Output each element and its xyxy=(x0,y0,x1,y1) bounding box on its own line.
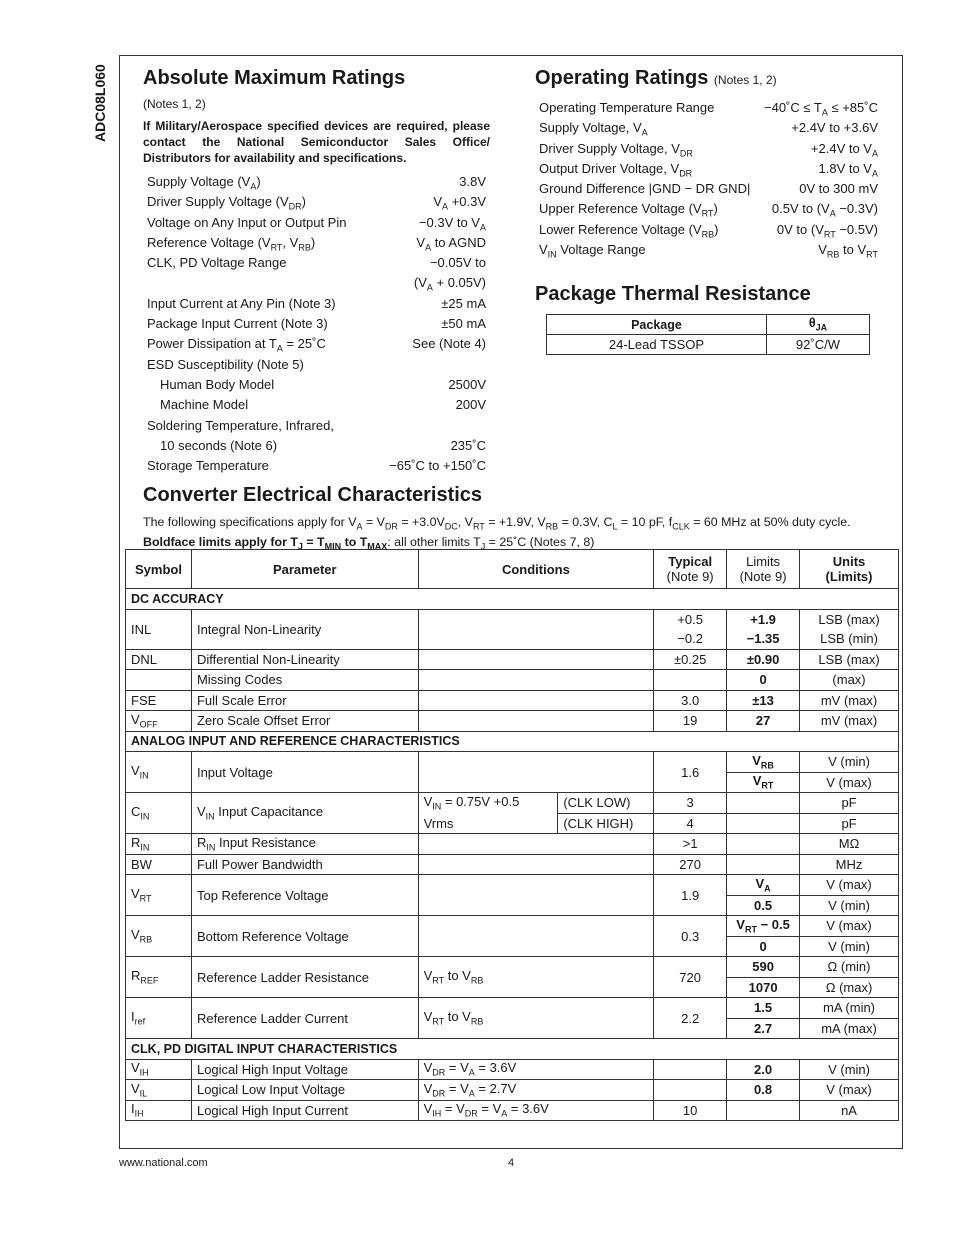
table-cell: Reference Ladder Resistance xyxy=(191,957,418,998)
rating-row xyxy=(147,255,486,275)
rating-parameter: Machine Model xyxy=(160,397,249,413)
table-cell: (CLK LOW) xyxy=(558,793,654,814)
rating-value: 3.8V xyxy=(459,174,486,189)
table-cell xyxy=(126,670,192,691)
table-row xyxy=(126,793,899,814)
col-parameter: Parameter xyxy=(191,550,418,589)
table-row xyxy=(126,690,899,711)
table-cell: 0 xyxy=(727,936,800,957)
table-cell: $V_{IH} = V_{DR} = V_A = 3.6V$ xyxy=(418,1100,654,1121)
ptr-title: Package Thermal Resistance xyxy=(535,283,811,305)
table-cell: LSB (max) xyxy=(800,609,899,629)
rating-value: $(V_A + 0.05V)$ xyxy=(413,275,486,294)
table-cell xyxy=(418,690,654,711)
table-cell: 2.7 xyxy=(727,1018,800,1039)
table-row xyxy=(126,854,899,875)
rating-value: 235˚C xyxy=(450,437,486,453)
table-cell xyxy=(418,834,654,855)
table-cell xyxy=(418,711,654,732)
table-cell: 1070 xyxy=(727,977,800,998)
rating-parameter: Human Body Model xyxy=(160,376,275,392)
table-cell: 0.3 xyxy=(654,916,727,957)
table-cell: 0.8 xyxy=(727,1080,800,1101)
table-row xyxy=(126,916,899,937)
table-cell xyxy=(727,793,800,814)
opr-title: Operating Ratings (Notes 1, 2) xyxy=(535,67,777,89)
rating-row xyxy=(147,438,486,458)
rating-value: 0.5V to $(V_A -0.3V)$ xyxy=(771,201,878,220)
rating-value: 1.8V to $V_A$ xyxy=(818,160,878,179)
table-cell: MΩ xyxy=(800,834,899,855)
table-cell: V (max) xyxy=(800,1080,899,1101)
table-cell: 2.0 xyxy=(727,1059,800,1080)
table-cell: Ω (max) xyxy=(800,977,899,998)
table-row xyxy=(126,998,899,1019)
table-row xyxy=(126,609,899,629)
table-cell: pF xyxy=(800,813,899,834)
rating-row xyxy=(539,201,878,221)
table-row xyxy=(126,834,899,855)
rating-parameter: Storage Temperature xyxy=(147,458,269,474)
table-cell: Logical Low Input Voltage xyxy=(191,1080,418,1101)
rating-parameter: Supply Voltage $(V_A)$ xyxy=(147,174,261,192)
table-cell: $R_{REF}$ xyxy=(126,957,192,998)
rating-value: +2.4V to +3.6V xyxy=(791,120,878,136)
table-cell: 590 xyxy=(727,957,800,978)
table-row xyxy=(126,1059,899,1080)
rating-value: 0V to 300 mV xyxy=(799,181,878,197)
table-cell: Full Power Bandwidth xyxy=(191,854,418,875)
table-cell xyxy=(418,916,654,957)
rating-row xyxy=(539,141,878,161)
table-cell: $V_{DR} = V_A = 2.7V$ xyxy=(418,1080,654,1101)
table-cell: +0.5 xyxy=(654,609,727,629)
rating-row xyxy=(147,235,486,255)
rating-row xyxy=(147,215,486,235)
table-cell: Bottom Reference Voltage xyxy=(191,916,418,957)
rating-row xyxy=(147,357,486,377)
table-cell: FSE xyxy=(126,690,192,711)
table-row xyxy=(126,670,899,691)
table-cell: V (min) xyxy=(800,895,899,916)
table-cell: nA xyxy=(800,1100,899,1121)
table-cell xyxy=(654,1059,727,1080)
opr-notes: (Notes 1, 2) xyxy=(713,73,777,87)
rating-row xyxy=(539,222,878,242)
table-row xyxy=(126,711,899,732)
table-cell: INL xyxy=(126,609,192,649)
col-typical: Typical (Note 9) xyxy=(654,550,727,589)
rating-value: ±25 mA xyxy=(441,295,486,311)
rating-parameter xyxy=(147,275,375,295)
table-row xyxy=(126,649,899,670)
table-cell: Top Reference Voltage xyxy=(191,875,418,916)
table-cell xyxy=(727,834,800,855)
rating-parameter: Soldering Temperature, Infrared, xyxy=(147,417,334,433)
electrical-table xyxy=(125,549,899,1121)
table-cell: (max) xyxy=(800,670,899,691)
table-cell: 19 xyxy=(654,711,727,732)
table-cell: 10 xyxy=(654,1100,727,1121)
table-cell: $V_{RT}$ xyxy=(727,772,800,793)
table-cell: 4 xyxy=(654,813,727,834)
rating-parameter: Reference Voltage ($V_{RT}$, $V_{RB}$) xyxy=(147,234,316,253)
table-cell: ±13 xyxy=(727,690,800,711)
table-cell xyxy=(727,1100,800,1121)
table-cell xyxy=(418,875,654,916)
rating-value: $V_{RB}$ to $V_{RT}$ xyxy=(818,242,878,260)
table-cell: $V_{RB}$ xyxy=(727,752,800,773)
table-cell: mV (max) xyxy=(800,711,899,732)
rating-value xyxy=(375,357,486,377)
rating-value: $V_A +0.3V$ xyxy=(433,194,486,212)
table-cell: $V_{IN}$ xyxy=(126,752,192,793)
table-cell: $R_{IN}$ Input Resistance xyxy=(191,834,418,855)
rating-row xyxy=(147,316,486,336)
table-cell: LSB (min) xyxy=(800,629,899,649)
rating-parameter: Driver Supply Voltage $(V_{DR})$ xyxy=(147,194,306,212)
table-cell: ±0.25 xyxy=(654,649,727,670)
table-cell: V (max) xyxy=(800,772,899,793)
table-cell: $V_{IN}$ Input Capacitance xyxy=(191,793,418,834)
rating-row xyxy=(539,242,878,262)
table-cell: $V_{RT} - 0.5$ xyxy=(727,916,800,937)
table-cell: 270 xyxy=(654,854,727,875)
table-cell: $I_{ref}$ xyxy=(126,998,192,1039)
table-cell: $V_{IL}$ xyxy=(126,1080,192,1101)
rating-row xyxy=(147,418,486,438)
table-cell: 0.5 xyxy=(727,895,800,916)
table-cell: Integral Non-Linearity xyxy=(191,609,418,649)
table-cell: 720 xyxy=(654,957,727,998)
footer-url[interactable]: www.national.com xyxy=(119,1157,208,1169)
table-cell: 3 xyxy=(654,793,727,814)
section-clk-pd: CLK, PD DIGITAL INPUT CHARACTERISTICS xyxy=(126,1039,899,1060)
rating-value: 0V to $(V_{RT} -0.5V)$ xyxy=(776,221,878,240)
table-cell: $V_A$ xyxy=(727,875,800,896)
table-cell: $C_{IN}$ xyxy=(126,793,192,834)
rating-parameter: Supply Voltage, $V_A$ xyxy=(539,120,648,138)
cec-title: Converter Electrical Characteristics xyxy=(143,484,483,506)
table-cell xyxy=(418,854,654,875)
rating-row xyxy=(147,377,486,397)
table-cell: DNL xyxy=(126,649,192,670)
rating-row xyxy=(147,458,486,478)
rating-value: 2500V xyxy=(448,376,486,392)
rating-row xyxy=(539,120,878,140)
rating-parameter: 10 seconds (Note 6) xyxy=(160,437,278,453)
table-cell: Logical High Input Voltage xyxy=(191,1059,418,1080)
amr-notes: (Notes 1, 2) xyxy=(143,97,206,111)
table-cell: (CLK HIGH) xyxy=(558,813,654,834)
thermal-table xyxy=(546,314,870,355)
table-cell: Vrms xyxy=(418,813,558,834)
table-cell: $V_{IH}$ xyxy=(126,1059,192,1080)
thermal-header-package: Package xyxy=(547,315,767,335)
thermal-header-theta: $\theta_{JA}$ xyxy=(766,315,869,335)
rating-parameter: Ground Difference |GND − DR GND| xyxy=(539,181,751,197)
table-cell: V (min) xyxy=(800,752,899,773)
rating-parameter: ESD Susceptibility (Note 5) xyxy=(147,356,304,372)
thermal-value: 92˚C/W xyxy=(766,335,869,355)
table-cell: Full Scale Error xyxy=(191,690,418,711)
table-row xyxy=(126,1100,899,1121)
rating-value: −40˚C ≤ $T_A$ ≤ +85˚C xyxy=(764,100,878,118)
table-cell: mA (min) xyxy=(800,998,899,1019)
table-cell: V (min) xyxy=(800,936,899,957)
rating-row xyxy=(147,174,486,194)
table-cell: ±0.90 xyxy=(727,649,800,670)
rating-parameter: Operating Temperature Range xyxy=(539,100,715,115)
rating-parameter: Package Input Current (Note 3) xyxy=(147,316,328,332)
table-cell: Logical High Input Current xyxy=(191,1100,418,1121)
table-cell xyxy=(654,670,727,691)
rating-value: See (Note 4) xyxy=(412,336,486,352)
table-cell: mV (max) xyxy=(800,690,899,711)
page-number: 4 xyxy=(508,1157,515,1169)
rating-value: +2.4V to $V_A$ xyxy=(810,140,878,159)
table-cell: $V_{IN} = 0.75V +0.5$ xyxy=(418,793,558,814)
rating-row xyxy=(147,336,486,356)
side-part-number: ADC08L060 xyxy=(92,64,108,142)
table-cell xyxy=(654,1080,727,1101)
table-cell: $V_{RB}$ xyxy=(126,916,192,957)
rating-parameter: Input Current at Any Pin (Note 3) xyxy=(147,295,336,311)
table-cell xyxy=(727,813,800,834)
table-row xyxy=(126,752,899,773)
rating-parameter: CLK, PD Voltage Range xyxy=(147,255,287,271)
table-cell: Input Voltage xyxy=(191,752,418,793)
table-cell: 1.5 xyxy=(727,998,800,1019)
opr-table xyxy=(539,100,878,262)
col-limits: Limits (Note 9) xyxy=(727,550,800,589)
col-conditions: Conditions xyxy=(418,550,654,589)
amr-warning: If Military/Aerospace specified devices are required, please contact the National Semiconductor Sales Office/ Distributors for availability and specifications. xyxy=(143,119,490,165)
table-cell: 0 xyxy=(727,670,800,691)
table-row xyxy=(126,1080,899,1101)
rating-parameter: Lower Reference Voltage $(V_{RB})$ xyxy=(539,221,719,240)
rating-parameter: Output Driver Voltage, $V_{DR}$ xyxy=(539,160,693,179)
rating-value: −65˚C to +150˚C xyxy=(389,458,486,474)
rating-parameter: $V_{IN}$ Voltage Range xyxy=(539,242,646,260)
table-cell: Differential Non-Linearity xyxy=(191,649,418,670)
rating-value: −0.05V to xyxy=(429,255,486,271)
table-cell: V (min) xyxy=(800,1059,899,1080)
table-cell: V (max) xyxy=(800,916,899,937)
table-cell: V (max) xyxy=(800,875,899,896)
section-analog-input: ANALOG INPUT AND REFERENCE CHARACTERISTICS xyxy=(126,731,899,752)
rating-row xyxy=(539,100,878,120)
rating-value: 200V xyxy=(455,397,486,413)
table-cell xyxy=(418,670,654,691)
table-cell: >1 xyxy=(654,834,727,855)
table-cell: $V_{OFF}$ xyxy=(126,711,192,732)
table-cell: pF xyxy=(800,793,899,814)
table-cell: 2.2 xyxy=(654,998,727,1039)
table-cell: −1.35 xyxy=(727,629,800,649)
table-cell: +1.9 xyxy=(727,609,800,629)
table-cell xyxy=(418,649,654,670)
table-cell: $I_{IH}$ xyxy=(126,1100,192,1121)
rating-row xyxy=(539,161,878,181)
table-cell: Reference Ladder Current xyxy=(191,998,418,1039)
section-dc-accuracy: DC ACCURACY xyxy=(126,589,899,610)
table-row xyxy=(126,957,899,978)
col-units: Units (Limits) xyxy=(800,550,899,589)
table-cell: 1.9 xyxy=(654,875,727,916)
rating-row xyxy=(147,275,486,295)
table-cell: $V_{RT}$ to $V_{RB}$ xyxy=(418,957,654,998)
table-cell: LSB (max) xyxy=(800,649,899,670)
table-cell: BW xyxy=(126,854,192,875)
rating-row xyxy=(147,296,486,316)
table-cell xyxy=(418,752,654,793)
table-cell: $V_{RT}$ to $V_{RB}$ xyxy=(418,998,654,1039)
table-cell: mA (max) xyxy=(800,1018,899,1039)
rating-value: ±50 mA xyxy=(441,316,486,332)
table-cell: Zero Scale Offset Error xyxy=(191,711,418,732)
table-cell: $V_{DR} = V_A = 3.6V$ xyxy=(418,1059,654,1080)
rating-parameter: Upper Reference Voltage $(V_{RT})$ xyxy=(539,201,718,220)
rating-parameter: Driver Supply Voltage, $V_{DR}$ xyxy=(539,140,693,159)
table-cell: 27 xyxy=(727,711,800,732)
rating-row xyxy=(147,194,486,214)
table-cell: $R_{IN}$ xyxy=(126,834,192,855)
amr-title: Absolute Maximum Ratings xyxy=(143,67,406,89)
table-cell: Missing Codes xyxy=(191,670,418,691)
table-header-row xyxy=(126,550,899,589)
table-cell: Ω (min) xyxy=(800,957,899,978)
table-row xyxy=(126,875,899,896)
col-symbol: Symbol xyxy=(126,550,192,589)
rating-row xyxy=(147,397,486,417)
table-cell xyxy=(727,854,800,875)
table-cell: −0.2 xyxy=(654,629,727,649)
table-cell: $V_{RT}$ xyxy=(126,875,192,916)
rating-value: −0.3V to $V_A$ xyxy=(418,214,486,233)
table-cell: MHz xyxy=(800,854,899,875)
rating-value xyxy=(375,418,486,438)
rating-parameter: Power Dissipation at $T_A$ = 25˚C xyxy=(147,336,326,354)
amr-table xyxy=(147,174,486,478)
table-cell: 1.6 xyxy=(654,752,727,793)
rating-value: $V_A$ to AGND xyxy=(416,234,486,253)
table-cell: 3.0 xyxy=(654,690,727,711)
thermal-package: 24-Lead TSSOP xyxy=(547,335,767,355)
rating-parameter: Voltage on Any Input or Output Pin xyxy=(147,214,347,230)
cec-intro: The following specifications apply for $V_A = V_{DR} = +3.0V_{DC}$, $V_{RT} = +1.9V$, $V_{RB} = 0.3V$, $C_L = 10$ pF, $f_{CLK} = 60$ MHz at 50% duty cycle. Boldface limits apply for $T_J = T_{MIN}$ to $T_{MAX}$: all other limits $T_J$ = 25˚C (Notes 7, 8) xyxy=(143,515,851,552)
table-cell xyxy=(418,609,654,649)
rating-row xyxy=(539,181,878,201)
